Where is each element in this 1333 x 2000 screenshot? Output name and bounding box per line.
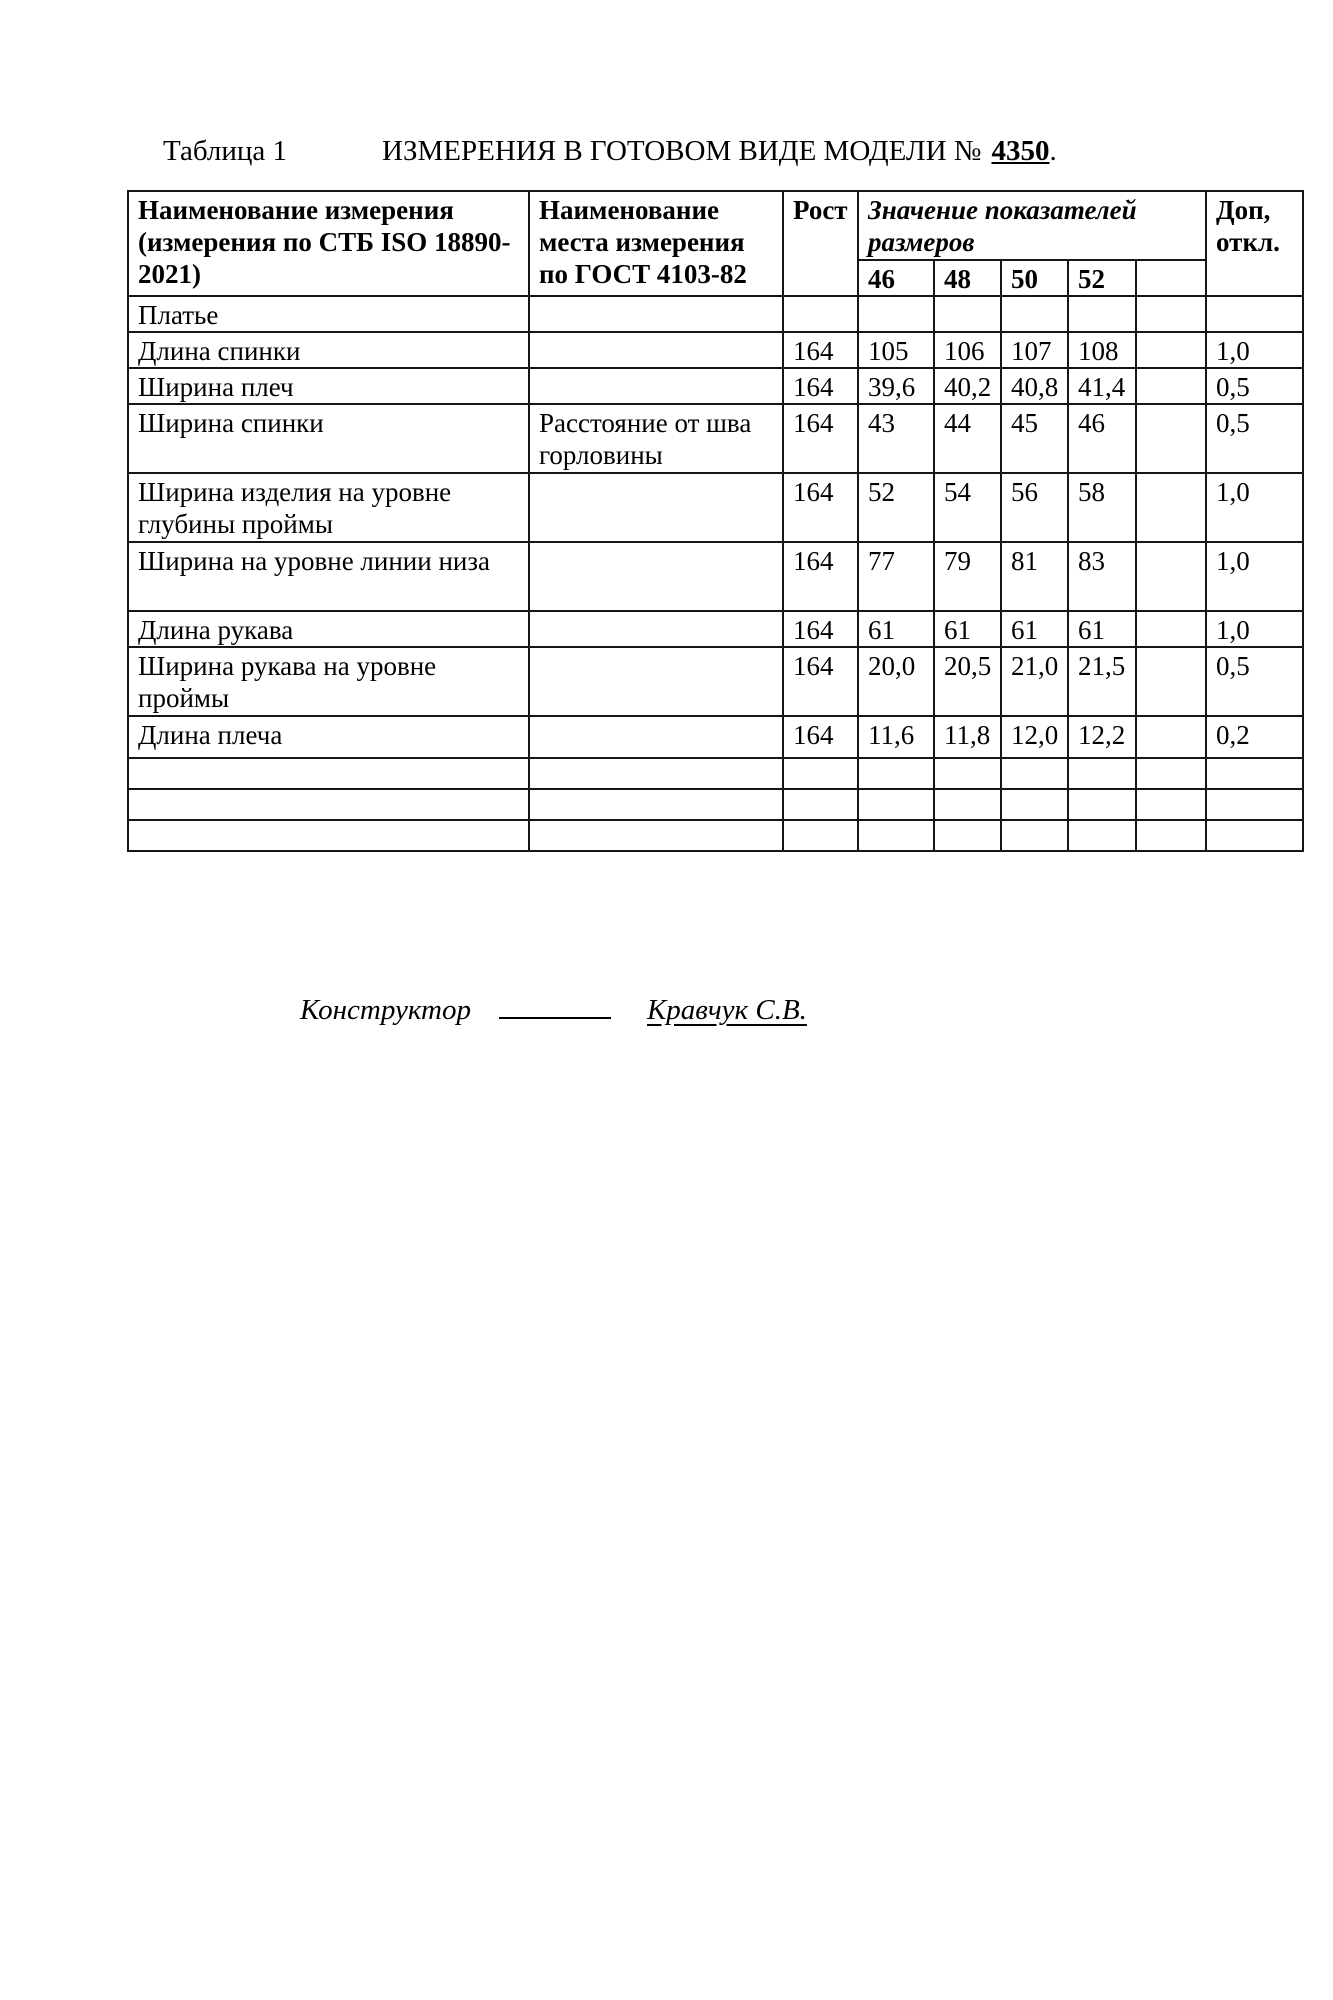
table-label: Таблица 1 — [163, 135, 288, 167]
size-value-cell: 54 — [934, 473, 1001, 542]
height-cell — [783, 296, 858, 332]
size-value-cell — [1001, 296, 1068, 332]
tolerance-cell: 0,5 — [1206, 404, 1303, 473]
measurement-name-cell: Ширина рукава на уровне проймы — [128, 647, 529, 716]
place-cell — [529, 473, 783, 542]
extra-cell — [1136, 716, 1206, 758]
section-label: Платье — [128, 296, 529, 332]
tolerance-cell: 0,2 — [1206, 716, 1303, 758]
size-header-cell-extra — [1136, 260, 1206, 296]
measurement-name-cell: Ширина плеч — [128, 368, 529, 404]
size-value-cell: 107 — [1001, 332, 1068, 368]
size-value-cell: 83 — [1068, 542, 1136, 611]
size-value-cell: 52 — [858, 473, 934, 542]
extra-cell — [1136, 542, 1206, 611]
empty-row — [128, 820, 1303, 851]
place-cell — [529, 368, 783, 404]
signature-role: Конструктор — [300, 994, 471, 1026]
height-cell: 164 — [783, 716, 858, 758]
size-value-cell: 46 — [1068, 404, 1136, 473]
empty-row — [128, 758, 1303, 789]
height-cell: 164 — [783, 404, 858, 473]
height-cell: 164 — [783, 611, 858, 647]
size-value-cell: 44 — [934, 404, 1001, 473]
table-title — [163, 133, 1057, 169]
signature-blank — [499, 988, 611, 1019]
height-cell: 164 — [783, 542, 858, 611]
place-cell: Расстояние от шва горловины — [529, 404, 783, 473]
size-value-cell: 41,4 — [1068, 368, 1136, 404]
measurements-table — [127, 190, 1304, 852]
tolerance-cell: 0,5 — [1206, 647, 1303, 716]
height-cell: 164 — [783, 368, 858, 404]
extra-cell — [1136, 611, 1206, 647]
size-value-cell: 77 — [858, 542, 934, 611]
size-value-cell: 11,8 — [934, 716, 1001, 758]
size-value-cell: 39,6 — [858, 368, 934, 404]
size-value-cell: 20,5 — [934, 647, 1001, 716]
tolerance-cell: 1,0 — [1206, 473, 1303, 542]
table-row — [128, 404, 1303, 473]
measurement-name-cell: Длина плеча — [128, 716, 529, 758]
header-height: Рост — [783, 191, 858, 296]
place-cell — [529, 611, 783, 647]
size-value-cell: 20,0 — [858, 647, 934, 716]
size-value-cell: 40,2 — [934, 368, 1001, 404]
size-value-cell: 56 — [1001, 473, 1068, 542]
table-row — [128, 473, 1303, 542]
size-value-cell: 43 — [858, 404, 934, 473]
extra-cell — [1136, 332, 1206, 368]
size-value-cell: 45 — [1001, 404, 1068, 473]
empty-row — [128, 789, 1303, 820]
table-row — [128, 647, 1303, 716]
measurement-name-cell: Ширина изделия на уровне глубины проймы — [128, 473, 529, 542]
size-header-cell: 52 — [1068, 260, 1136, 296]
title-period: . — [1049, 135, 1057, 167]
size-value-cell: 40,8 — [1001, 368, 1068, 404]
size-value-cell: 58 — [1068, 473, 1136, 542]
signature-line — [300, 988, 807, 1027]
size-header-cell: 50 — [1001, 260, 1068, 296]
table-row — [128, 368, 1303, 404]
tolerance-cell: 1,0 — [1206, 611, 1303, 647]
size-value-cell: 108 — [1068, 332, 1136, 368]
header-measurement: Наименование измерения (измерения по СТБ ISO 18890-2021) — [128, 191, 529, 296]
size-value-cell: 61 — [1068, 611, 1136, 647]
size-header-cell: 46 — [858, 260, 934, 296]
size-value-cell: 11,6 — [858, 716, 934, 758]
extra-cell — [1136, 368, 1206, 404]
extra-cell — [1136, 296, 1206, 332]
extra-cell — [1136, 473, 1206, 542]
title-heading: ИЗМЕРЕНИЯ В ГОТОВОМ ВИДЕ МОДЕЛИ № — [382, 135, 982, 167]
size-value-cell: 12,2 — [1068, 716, 1136, 758]
size-value-cell: 79 — [934, 542, 1001, 611]
place-cell — [529, 332, 783, 368]
size-value-cell: 61 — [1001, 611, 1068, 647]
header-values-group: Значение показателей размеров — [858, 191, 1206, 260]
size-value-cell: 21,0 — [1001, 647, 1068, 716]
size-header-cell: 48 — [934, 260, 1001, 296]
size-value-cell — [934, 296, 1001, 332]
table-row — [128, 611, 1303, 647]
place-cell — [529, 296, 783, 332]
size-value-cell: 105 — [858, 332, 934, 368]
model-number: 4350 — [991, 135, 1050, 167]
place-cell — [529, 716, 783, 758]
place-cell — [529, 647, 783, 716]
header-tolerance: Доп, откл. — [1206, 191, 1303, 296]
table-row — [128, 542, 1303, 611]
extra-cell — [1136, 647, 1206, 716]
height-cell: 164 — [783, 332, 858, 368]
measurement-name-cell: Ширина на уровне линии низа — [128, 542, 529, 611]
header-row-1 — [128, 191, 1303, 260]
tolerance-cell — [1206, 296, 1303, 332]
size-value-cell: 61 — [858, 611, 934, 647]
size-value-cell: 106 — [934, 332, 1001, 368]
section-row — [128, 296, 1303, 332]
size-value-cell — [1068, 296, 1136, 332]
measurement-name-cell: Длина спинки — [128, 332, 529, 368]
size-value-cell: 21,5 — [1068, 647, 1136, 716]
height-cell: 164 — [783, 647, 858, 716]
signature-name: Кравчук С.В. — [646, 994, 807, 1026]
size-value-cell: 12,0 — [1001, 716, 1068, 758]
size-value-cell — [858, 296, 934, 332]
tolerance-cell: 1,0 — [1206, 332, 1303, 368]
table-row — [128, 716, 1303, 758]
size-value-cell: 61 — [934, 611, 1001, 647]
tolerance-cell: 0,5 — [1206, 368, 1303, 404]
tolerance-cell: 1,0 — [1206, 542, 1303, 611]
height-cell: 164 — [783, 473, 858, 542]
table-row — [128, 332, 1303, 368]
size-value-cell: 81 — [1001, 542, 1068, 611]
place-cell — [529, 542, 783, 611]
header-place: Наименование места измерения по ГОСТ 4103-82 — [529, 191, 783, 296]
measurement-name-cell: Ширина спинки — [128, 404, 529, 473]
measurement-name-cell: Длина рукава — [128, 611, 529, 647]
extra-cell — [1136, 404, 1206, 473]
